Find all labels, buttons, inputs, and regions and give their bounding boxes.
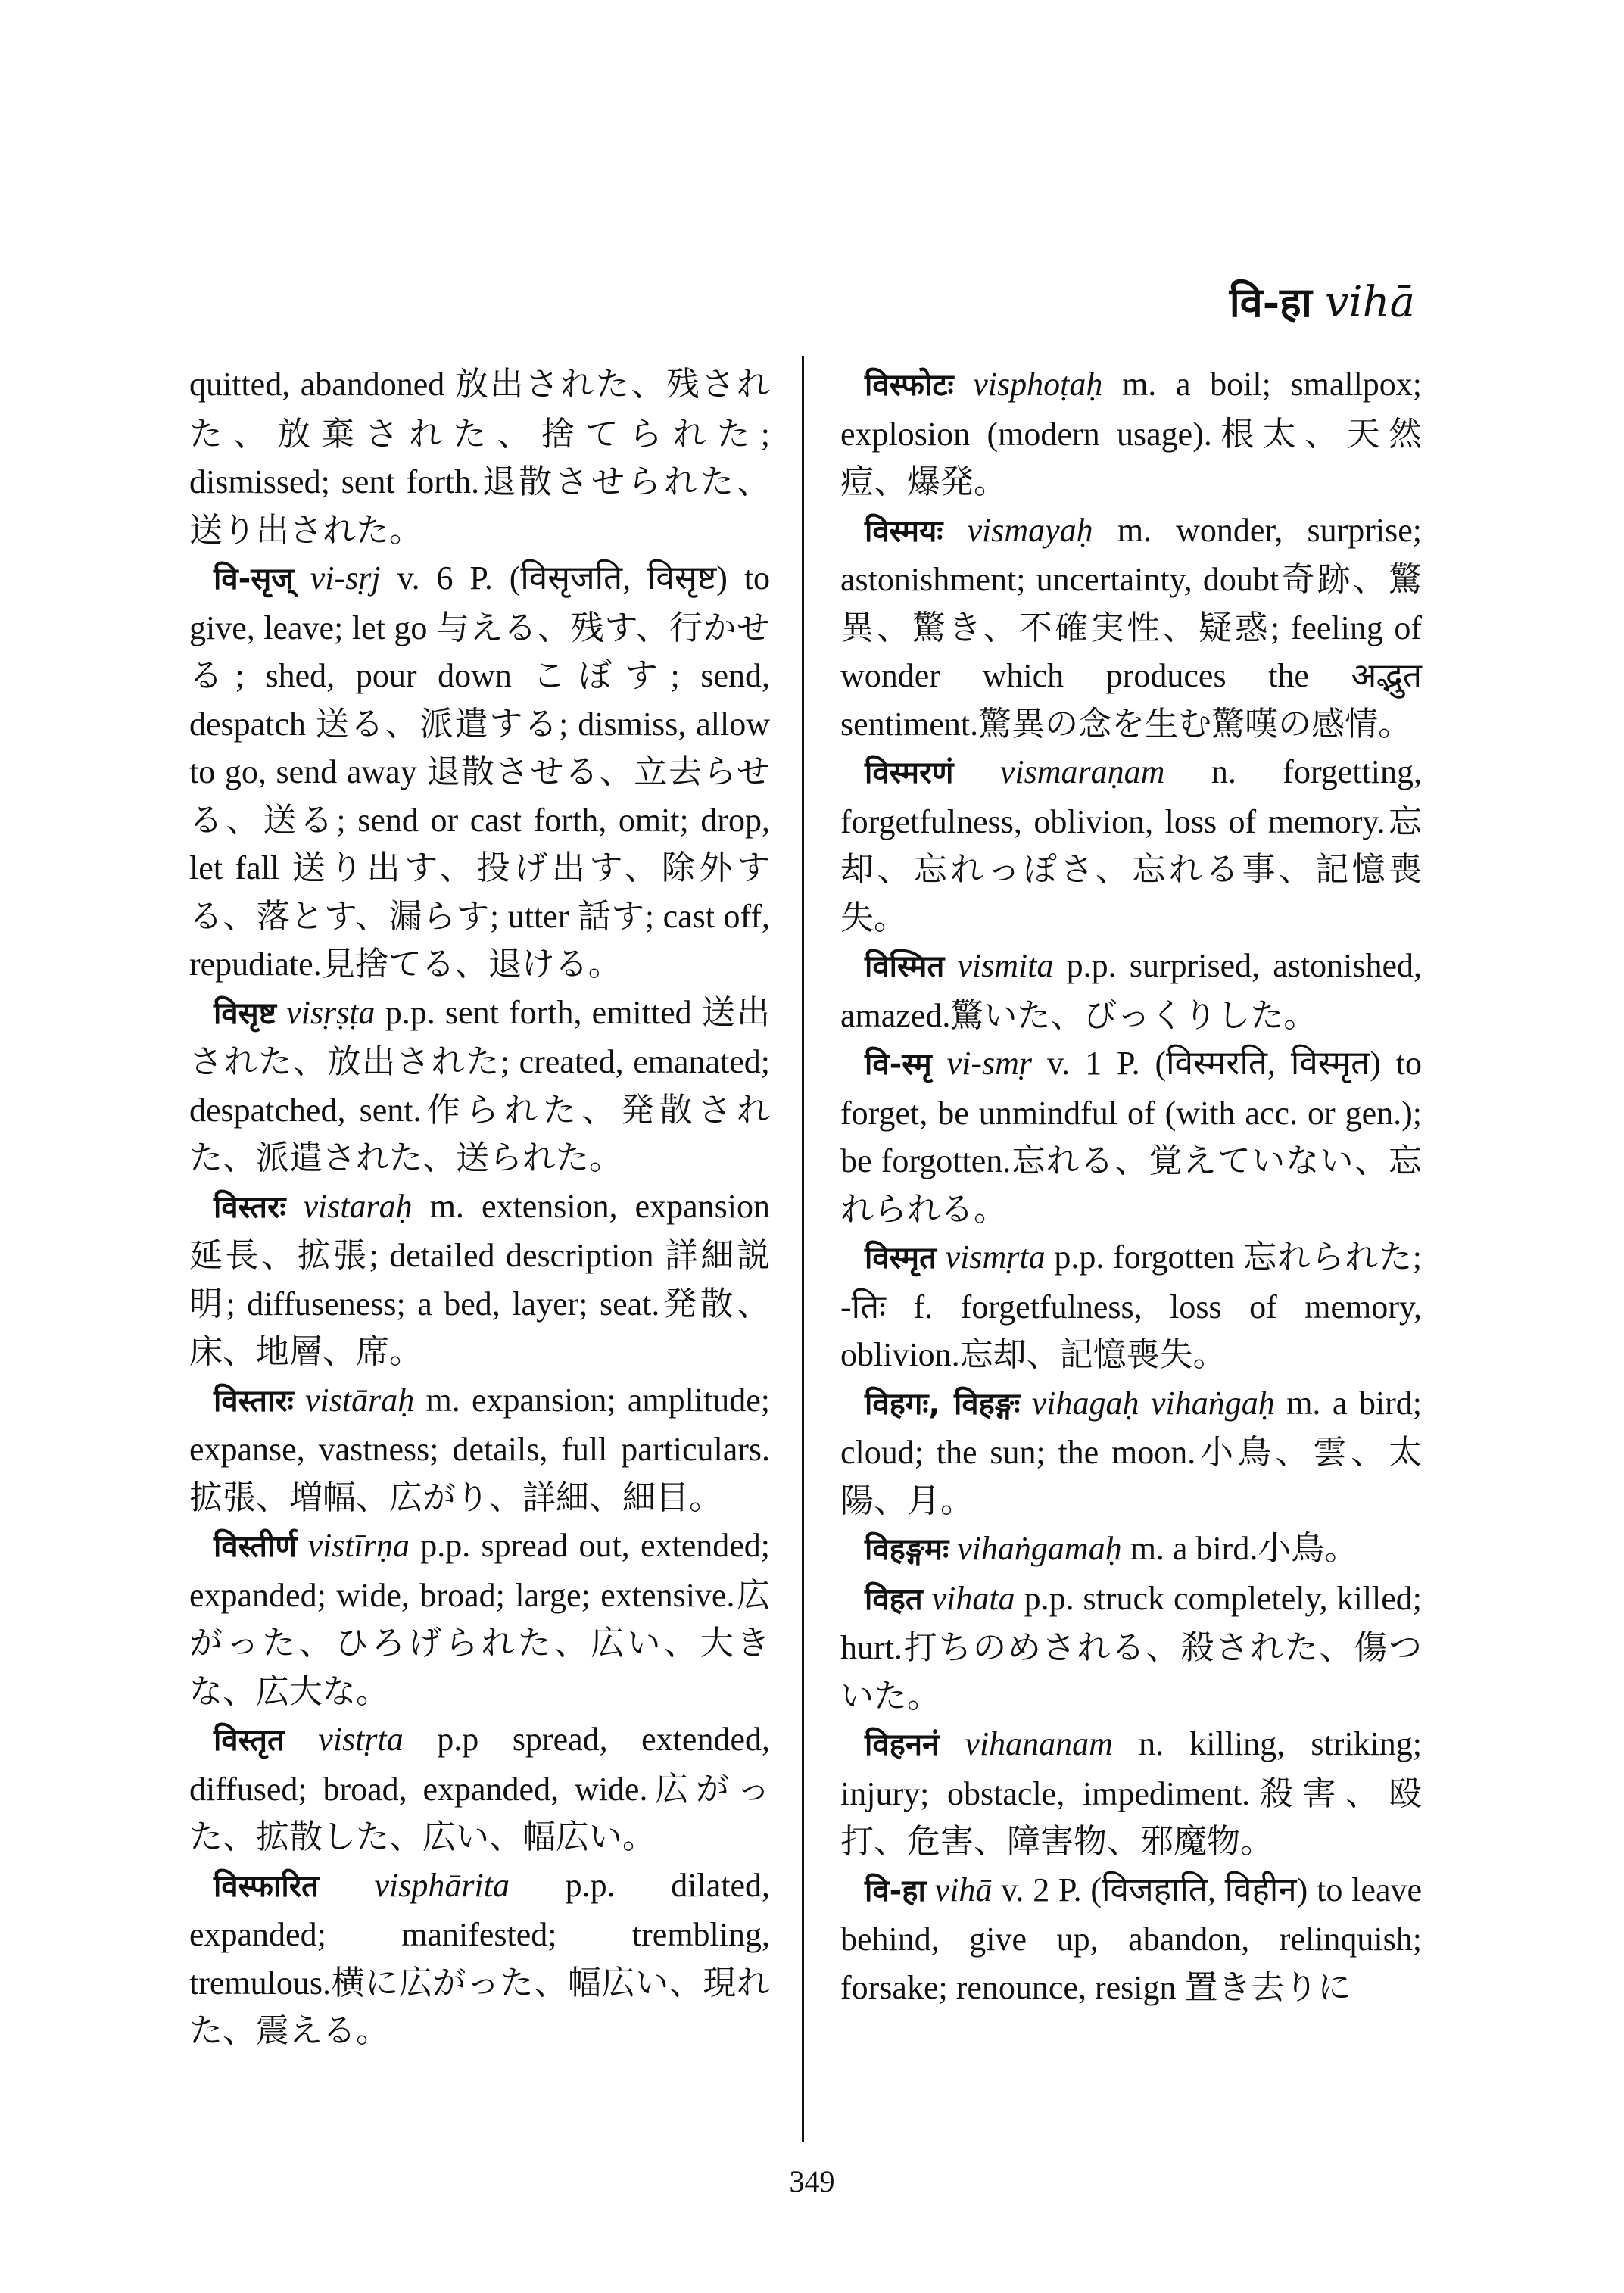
entry-headword: विस्मित (865, 949, 945, 984)
entry-headword: विस्तारः (214, 1383, 294, 1419)
running-head-devanagari: वि-हा (1229, 278, 1312, 326)
entry-definition: m. wonder, surprise; astonishment; uncertainty, doubt奇跡、驚異、驚き、不確実性、疑惑; feeling of wonder which produces the अद्भुत sentiment.驚異の念を生む驚嘆の感情。 (840, 511, 1423, 743)
dictionary-entry (189, 1715, 770, 1862)
entry-headword: विहत (865, 1581, 923, 1617)
entry-transliteration: vistāraḥ (305, 1381, 415, 1419)
entry-transliteration: visphārita (374, 1866, 510, 1904)
entry-headword: वि-स्मृ (865, 1047, 932, 1082)
entry-definition: p.p. surprised, astonished, amazed.驚いた、びっくりした。 (840, 947, 1423, 1034)
entry-definition: p.p. dilated, expanded; manifested; trembling, tremulous.横に広がった、幅広い、現れた、震える。 (189, 1866, 770, 2049)
entry-transliteration: vistīrṇa (307, 1527, 410, 1564)
entry-definition: m. expansion; amplitude; expanse, vastness; details, full particulars.拡張、増幅、広がり、詳細、細目。 (189, 1381, 771, 1516)
entry-definition: m. a bird; cloud; the sun; the moon.小鳥、雲、太陽、月。 (840, 1384, 1422, 1519)
dictionary-entry (840, 1575, 1422, 1721)
entry-transliteration: vi-sṛj (310, 559, 381, 597)
dictionary-entry (189, 989, 770, 1182)
entry-definition: n. forgetting, forgetfulness, oblivion, loss of memory.忘却、忘れっぽさ、忘れる事、記憶喪失。 (840, 753, 1423, 936)
entry-transliteration: vismaraṇam (999, 753, 1165, 790)
entry-definition: p.p spread, extended, diffused; broad, expanded, wide.広がった、拡散した、広い、幅広い。 (189, 1721, 770, 1855)
entry-transliteration: vihata (931, 1579, 1015, 1617)
dictionary-entry (840, 942, 1422, 1039)
entry-headword: वि-हा (865, 1873, 926, 1908)
entry-transliteration: vi-smṛ (946, 1045, 1033, 1082)
dictionary-entry (189, 1182, 770, 1376)
dictionary-entry (840, 360, 1422, 506)
entry-transliteration: visṛṣṭa (286, 993, 376, 1031)
entry-definition: p.p. forgotten 忘れられた; -तिः f. forgetfulness, loss of memory, oblivion.忘却、記憶喪失。 (840, 1238, 1423, 1373)
dictionary-entry (840, 1379, 1422, 1525)
dictionary-entry (840, 1039, 1422, 1233)
column-divider (802, 356, 804, 2142)
entry-headword: विहगः, विहङ्गः (865, 1386, 1021, 1422)
entry-definition: m. a bird.小鳥。 (1130, 1530, 1358, 1567)
entry-headword: विस्तरः (214, 1189, 286, 1225)
dictionary-entry (189, 1522, 770, 1715)
left-column (189, 360, 770, 2055)
page-number: 349 (789, 2164, 835, 2198)
entry-transliteration: vistṛta (318, 1721, 404, 1758)
entry-transliteration: vihagaḥ vihaṅgaḥ (1031, 1384, 1275, 1422)
dictionary-entry (840, 1720, 1422, 1866)
dictionary-entry (189, 554, 770, 989)
entry-transliteration: vismita (957, 947, 1054, 984)
dictionary-entry (840, 1525, 1422, 1575)
entry-headword: विहननं (865, 1728, 940, 1762)
entry-definition: m. extension, expansion 延長、拡張; detailed description 詳細説明; diffuseness; a bed, layer; seat.発散、床、地層、席。 (189, 1187, 771, 1370)
entry-definition: p.p. struck completely, killed; hurt.打ちのめされる、殺された、傷ついた。 (840, 1579, 1423, 1715)
dictionary-entry (189, 1376, 770, 1522)
dictionary-entry (840, 506, 1422, 749)
dictionary-entry (189, 1862, 770, 2055)
entry-definition: m. a boil; smallpox; explosion (modern usage).根太、天然痘、爆発。 (840, 366, 1423, 500)
entry-headword: विस्मयः (865, 513, 943, 549)
entry-definition: p.p. spread out, extended; expanded; wide, broad; large; extensive.広がった、ひろげられた、広い、大きな、広大な。 (189, 1527, 771, 1710)
entry-transliteration: vihaṅgamaḥ (957, 1530, 1122, 1567)
entry-transliteration: vismayaḥ (967, 511, 1093, 549)
entry-headword: विसृष्ट (214, 995, 276, 1031)
entry-transliteration: vistaraḥ (303, 1187, 413, 1225)
entry-headword: वि-सृज् (214, 562, 294, 597)
entry-headword: विस्मरणं (865, 756, 954, 790)
dictionary-entry (840, 748, 1422, 942)
entry-headword: विस्मृत (865, 1241, 937, 1276)
entry-transliteration: visphoṭaḥ (973, 366, 1103, 403)
dictionary-entry (189, 360, 770, 554)
entry-headword: विहङ्गमः (865, 1532, 949, 1567)
right-column (840, 360, 1422, 2011)
entry-transliteration: vismṛta (945, 1238, 1046, 1276)
entry-definition: p.p. sent forth, emitted 送出された、放出された; created, emanated; despatched, sent.作られた、発散された、派遣された、送られた。 (189, 993, 771, 1176)
running-head (1230, 273, 1415, 329)
entry-headword: विस्फोटः (865, 368, 954, 403)
entry-headword: विस्तीर्ण (214, 1529, 298, 1564)
entry-headword: विस्तृत (214, 1723, 285, 1758)
entry-transliteration: vihananam (965, 1725, 1113, 1762)
entry-headword: विस्फारित (214, 1868, 319, 1904)
entry-definition: v. 1 P. (विस्मरति, विस्मृत) to forget, be unmindful of (with acc. or gen.); be forgotten.忘れる、覚えていない、忘れられる。 (840, 1045, 1423, 1228)
entry-definition: quitted, abandoned 放出された、残された、放棄された、捨てられた; dismissed; sent forth.退散させられた、送り出された。 (189, 366, 770, 549)
dictionary-entry (840, 1233, 1422, 1379)
entry-definition: n. killing, striking; injury; obstacle, impediment.殺害、殴打、危害、障害物、邪魔物。 (840, 1725, 1423, 1860)
running-head-transliteration: vihā (1325, 278, 1415, 327)
dictionary-entry (840, 1866, 1422, 2012)
entry-transliteration: vihā (934, 1871, 993, 1908)
entry-definition: v. 6 P. (विसृजति, विसृष्ट) to give, leave; let go 与える、残す、行かせる; shed, pour down こぼす; send, despatch 送る、派遣する; dismiss, allow to go, send away 退散させる、立去らせる、送る; send or cast forth, omit; drop, let fall 送り出す、投げ出す、除外する、落とす、漏らす; utter 話す; cast off, repudiate.見捨てる、退ける。 (189, 559, 771, 983)
entry-definition: v. 2 P. (विजहाति, विहीन) to leave behind, give up, abandon, relinquish; forsake; renounce, resign 置き去りに (840, 1871, 1423, 2006)
